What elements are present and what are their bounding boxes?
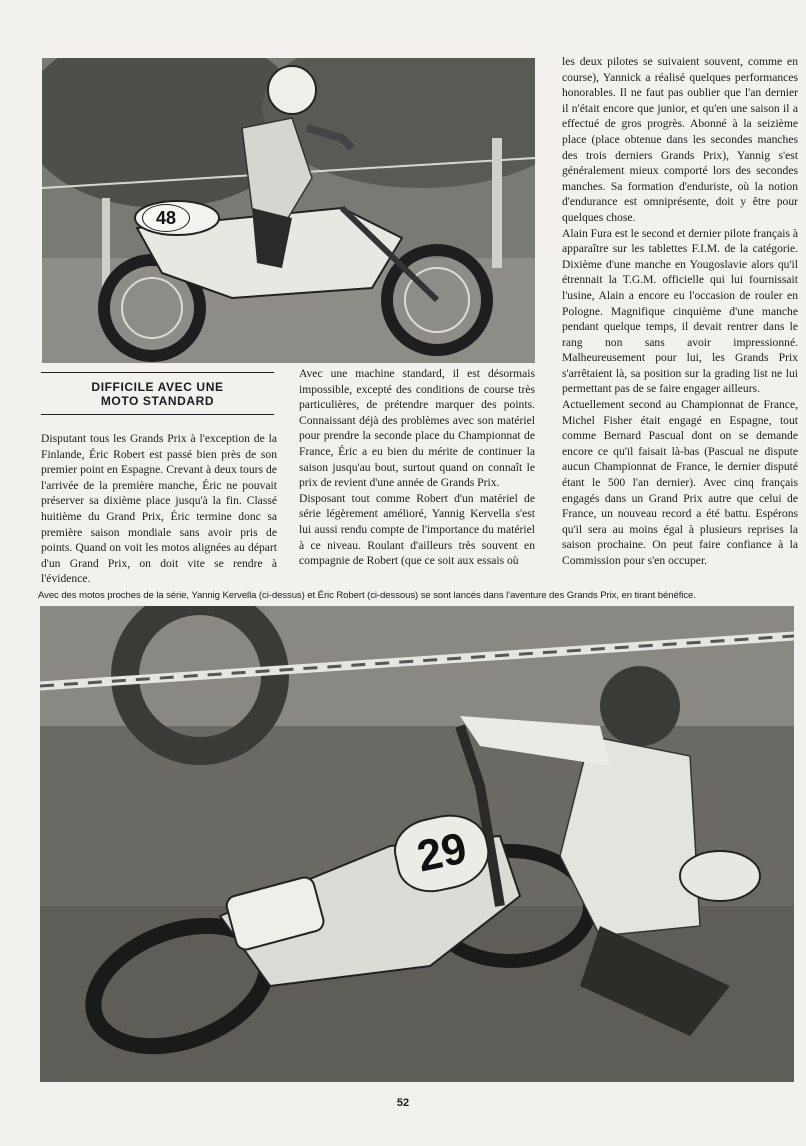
column-3-paragraph-3: Actuellement second au Championnat de France, Michel Fisher était engagé en Espagne, tout comme Bernard Pascual dont on se demande encore ce qu'il faisait là-bas (Pascual ne dispute aucun Championnat de France, le dernier disputé étant le 500 l'an dernier). Avec cinq français engagés dans un Grand Prix autre que celui de France, un nouveau record a été battu. Espérons qu'il sera au moins égal à plusieurs reprises la saison prochaine. On peut faire confiance à la Commission pour s'en occuper. bbox=[562, 398, 798, 567]
bottom-bike-number: 29 bbox=[412, 823, 471, 882]
top-bike-number-plate bbox=[142, 204, 190, 232]
bottom-photo-robert bbox=[40, 606, 794, 1082]
column-3-paragraph-2: Alain Fura est le second et dernier pilote français à apparaître sur les tablettes F.I.M. de la catégorie. Dixième d'une manche en Yougoslavie alors qu'il étrennait la T.G.M. officielle qui lui fournissait l'usine, Alain a encore eu l'occasion de rouler en Pologne. Magnifique cinquième d'une manche pendant quelque temps, il devait rentrer dans le rang non sans avoir impressionné. Malheureusement pour lui, les Grands Prix s'arrêtaient là, sa position sur la grading list ne lui permettant pas de se faire engager ailleurs. bbox=[562, 226, 798, 396]
article-column-1 bbox=[41, 431, 277, 587]
page-number: 52 bbox=[396, 1097, 410, 1109]
column-2-paragraph-1: Avec une machine standard, il est désormais impossible, excepté des conditions de course très particulières, de prétendre marquer des points. Connaissant déjà des problèmes avec son matériel pour prendre la seconde place du Championnat de France, Éric a eu bien du mérite de continuer la saison jusqu'au bout, surtout quand on connaît le prix de revient d'une année de Grands Prix. bbox=[299, 367, 535, 490]
article-column-2 bbox=[299, 366, 535, 569]
column-2-paragraph-2: Disposant tout comme Robert d'un matériel de série légèrement amélioré, Yannig Kervella s'est lui aussi rendu compte de l'importance du matériel à ce niveau. Roulant d'ailleurs très souvent en compagnie de Robert (que ce soit aux essais où bbox=[299, 491, 535, 568]
top-photo-illustration bbox=[42, 58, 535, 363]
article-column-3 bbox=[562, 54, 798, 569]
top-bike-number: 48 bbox=[155, 207, 177, 228]
section-heading bbox=[41, 372, 274, 415]
top-photo-kervella bbox=[42, 58, 535, 363]
column-1-paragraph: Disputant tous les Grands Prix à l'exception de la Finlande, Éric Robert est passé bien près de son premier point en Espagne. Crevant à deux tours de l'arrivée de la première manche, Éric ne pouvait préserver sa dixième place jusqu'à la fin. Classé huitième du Grand Prix, Éric termine donc sa première saison mondiale sans avoir pris de points. Quand on voit les motos alignées au départ d'un Grand Prix, on doit vite se rendre à l'évidence. bbox=[41, 432, 277, 586]
photo-caption: Avec des motos proches de la série, Yannig Kervella (ci-dessus) et Éric Robert (ci-dessous) se sont lancés dans l'aventure des Grands Prix, en tirant bénéfice. bbox=[38, 590, 696, 601]
column-3-paragraph-1: les deux pilotes se suivaient souvent, comme en course), Yannick a réalisé quelques performances honorables. Il ne faut pas oublier que l'an dernier il n'était encore que junior, et qu'en une saison il a effectué de gros progrès. Abonné à la seizième place (place obtenue dans les secondes manches des trois derniers Grands Prix), Yannig s'est généralement mieux comporté lors des secondes manches. Sa formation d'enduriste, où la notion d'endurance est omniprésente, doit y être pour quelques chose. bbox=[562, 55, 798, 224]
section-heading-text: DIFFICILE AVEC UNE MOTO STANDARD bbox=[91, 379, 224, 408]
